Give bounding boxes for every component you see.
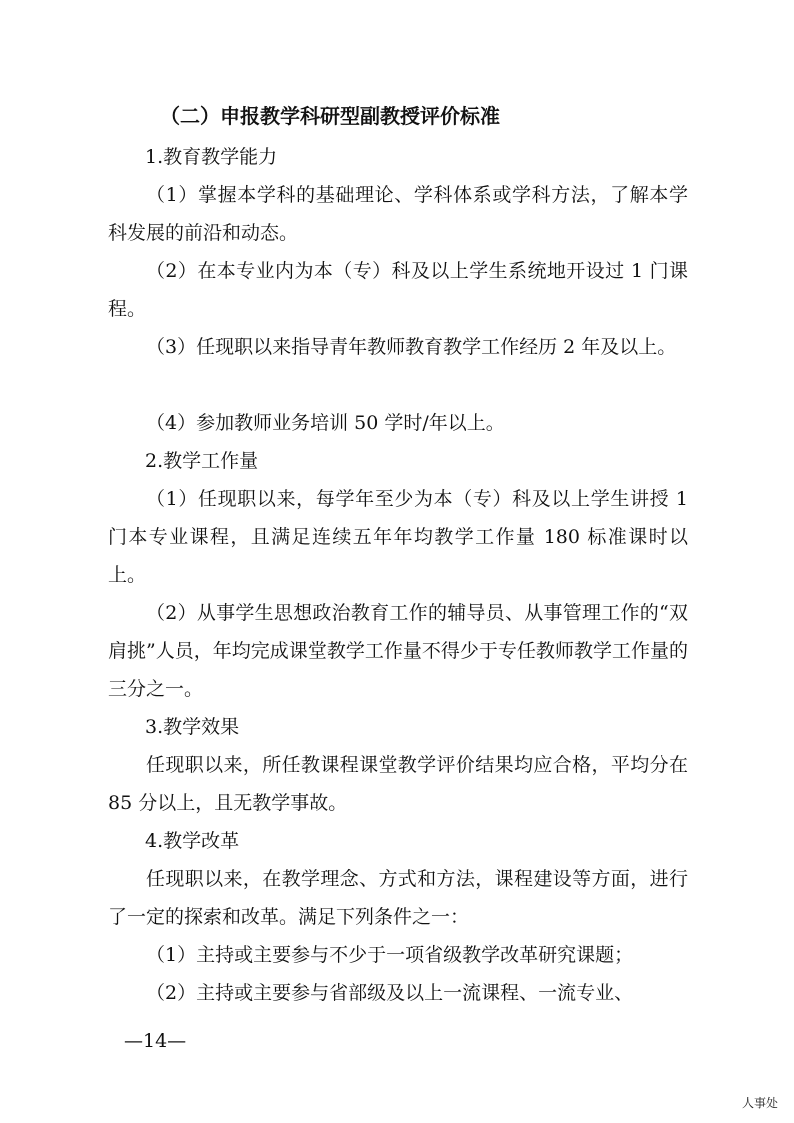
section-title: （二）申报教学科研型副教授评价标准 — [160, 104, 500, 128]
paragraph: （3）任现职以来指导青年教师教育教学工作经历 2 年及以上。 — [146, 336, 677, 358]
paragraph: （1）任现职以来，每学年至少为本（专）科及以上学生讲授 1 门本专业课程，且满足连续五年年均教学工作量 180 标准课时以上。 — [108, 488, 688, 586]
subsection-title-4: 4.教学改革 — [145, 830, 240, 852]
paragraph: （1）掌握本学科的基础理论、学科体系或学科方法，了解本学科发展的前沿和动态。 — [108, 184, 688, 244]
page-number: —14— — [124, 1030, 187, 1052]
subsection-title-1: 1.教育教学能力 — [145, 146, 278, 168]
paragraph: 任现职以来，在教学理念、方式和方法，课程建设等方面，进行了一定的探索和改革。满足下列条件之一： — [108, 868, 688, 928]
paragraph: （2）主持或主要参与省部级及以上一流课程、一流专业、 — [146, 982, 634, 1004]
paragraph: （2）在本专业内为本（专）科及以上学生系统地开设过 1 门课程。 — [108, 260, 688, 320]
watermark-text: 人事处 — [741, 1096, 778, 1110]
subsection-title-2: 2.教学工作量 — [145, 450, 259, 472]
paragraph: （1）主持或主要参与不少于一项省级教学改革研究课题； — [146, 944, 634, 966]
paragraph: （2）从事学生思想政治教育工作的辅导员、从事管理工作的“双肩挑”人员，年均完成课堂教学工作量不得少于专任教师教学工作量的三分之一。 — [108, 602, 688, 700]
subsection-title-3: 3.教学效果 — [145, 716, 240, 738]
paragraph: （4）参加教师业务培训 50 学时/年以上。 — [146, 412, 505, 434]
paragraph: 任现职以来，所任教课程课堂教学评价结果均应合格，平均分在 85 分以上，且无教学事故。 — [108, 754, 688, 814]
